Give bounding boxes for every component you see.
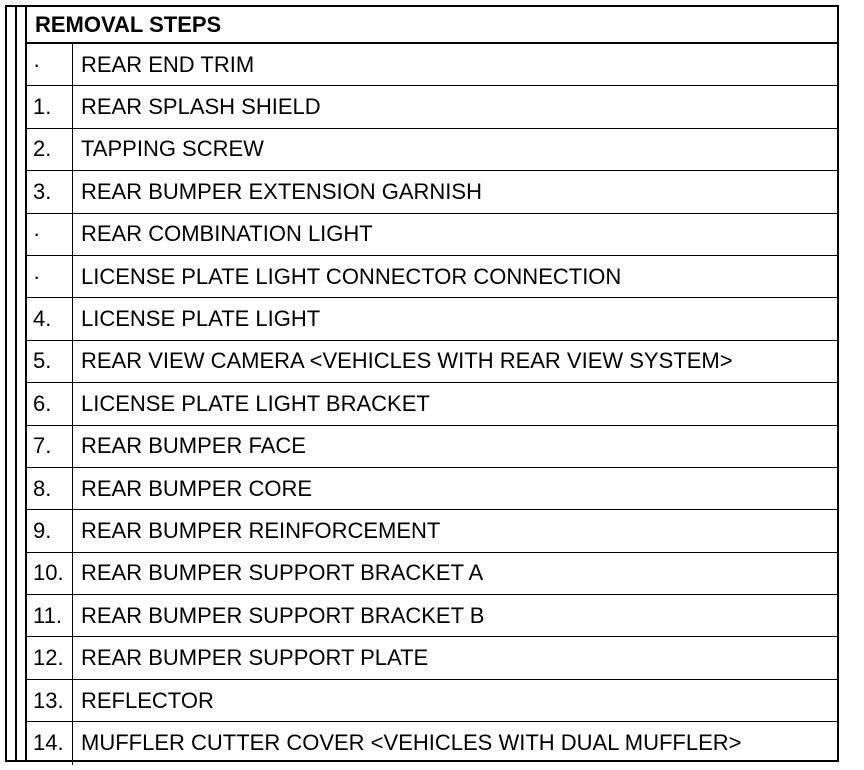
step-number: 11. (27, 595, 73, 636)
table-row (27, 383, 837, 425)
step-description: LICENSE PLATE LIGHT (81, 306, 321, 332)
step-number: 4. (27, 298, 73, 339)
table-row (27, 214, 837, 256)
table-row (27, 722, 837, 764)
step-number: 14. (27, 722, 73, 764)
step-number: 2. (27, 129, 73, 170)
table-row (27, 595, 837, 637)
step-number: 7. (27, 426, 73, 467)
table-row (27, 86, 837, 128)
step-description: REAR END TRIM (81, 51, 255, 77)
table-row (27, 637, 837, 679)
step-description: REFLECTOR (81, 687, 214, 713)
step-description: LICENSE PLATE LIGHT BRACKET (81, 390, 430, 416)
step-description: REAR BUMPER SUPPORT BRACKET A (81, 560, 484, 586)
step-description: REAR SPLASH SHIELD (81, 94, 321, 120)
step-description: REAR BUMPER SUPPORT PLATE (81, 645, 429, 671)
step-number: · (27, 256, 73, 297)
step-number: 10. (27, 553, 73, 594)
table-row (27, 510, 837, 552)
table-body (27, 7, 837, 760)
removal-steps-table (5, 5, 839, 762)
table-row (27, 680, 837, 722)
step-description: REAR VIEW CAMERA <VEHICLES WITH REAR VIEW SYSTEM> (81, 348, 733, 374)
table-row (27, 468, 837, 510)
step-number: 6. (27, 383, 73, 424)
step-description: REAR BUMPER CORE (81, 475, 313, 501)
step-number: 13. (27, 680, 73, 721)
gutter-line-outer (15, 7, 17, 760)
step-description: MUFFLER CUTTER COVER <VEHICLES WITH DUAL MUFFLER> (81, 730, 742, 756)
table-row (27, 256, 837, 298)
step-description: TAPPING SCREW (81, 136, 264, 162)
step-description: LICENSE PLATE LIGHT CONNECTOR CONNECTION (81, 263, 622, 289)
table-row (27, 553, 837, 595)
table-row (27, 298, 837, 340)
table-row (27, 341, 837, 383)
step-number: 3. (27, 171, 73, 212)
step-number: 12. (27, 637, 73, 678)
step-description: REAR BUMPER FACE (81, 433, 306, 459)
step-number: 9. (27, 510, 73, 551)
step-description: REAR BUMPER EXTENSION GARNISH (81, 178, 482, 204)
step-number: 1. (27, 86, 73, 127)
step-number: 5. (27, 341, 73, 382)
step-description: REAR COMBINATION LIGHT (81, 221, 373, 247)
step-description: REAR BUMPER SUPPORT BRACKET B (81, 602, 485, 628)
step-description: REAR BUMPER REINFORCEMENT (81, 517, 441, 543)
table-row (27, 426, 837, 468)
step-number: · (27, 44, 73, 85)
step-number: 8. (27, 468, 73, 509)
table-row (27, 129, 837, 171)
table-row (27, 171, 837, 213)
step-number: · (27, 214, 73, 255)
table-header: REMOVAL STEPS (27, 7, 837, 44)
table-row (27, 44, 837, 86)
